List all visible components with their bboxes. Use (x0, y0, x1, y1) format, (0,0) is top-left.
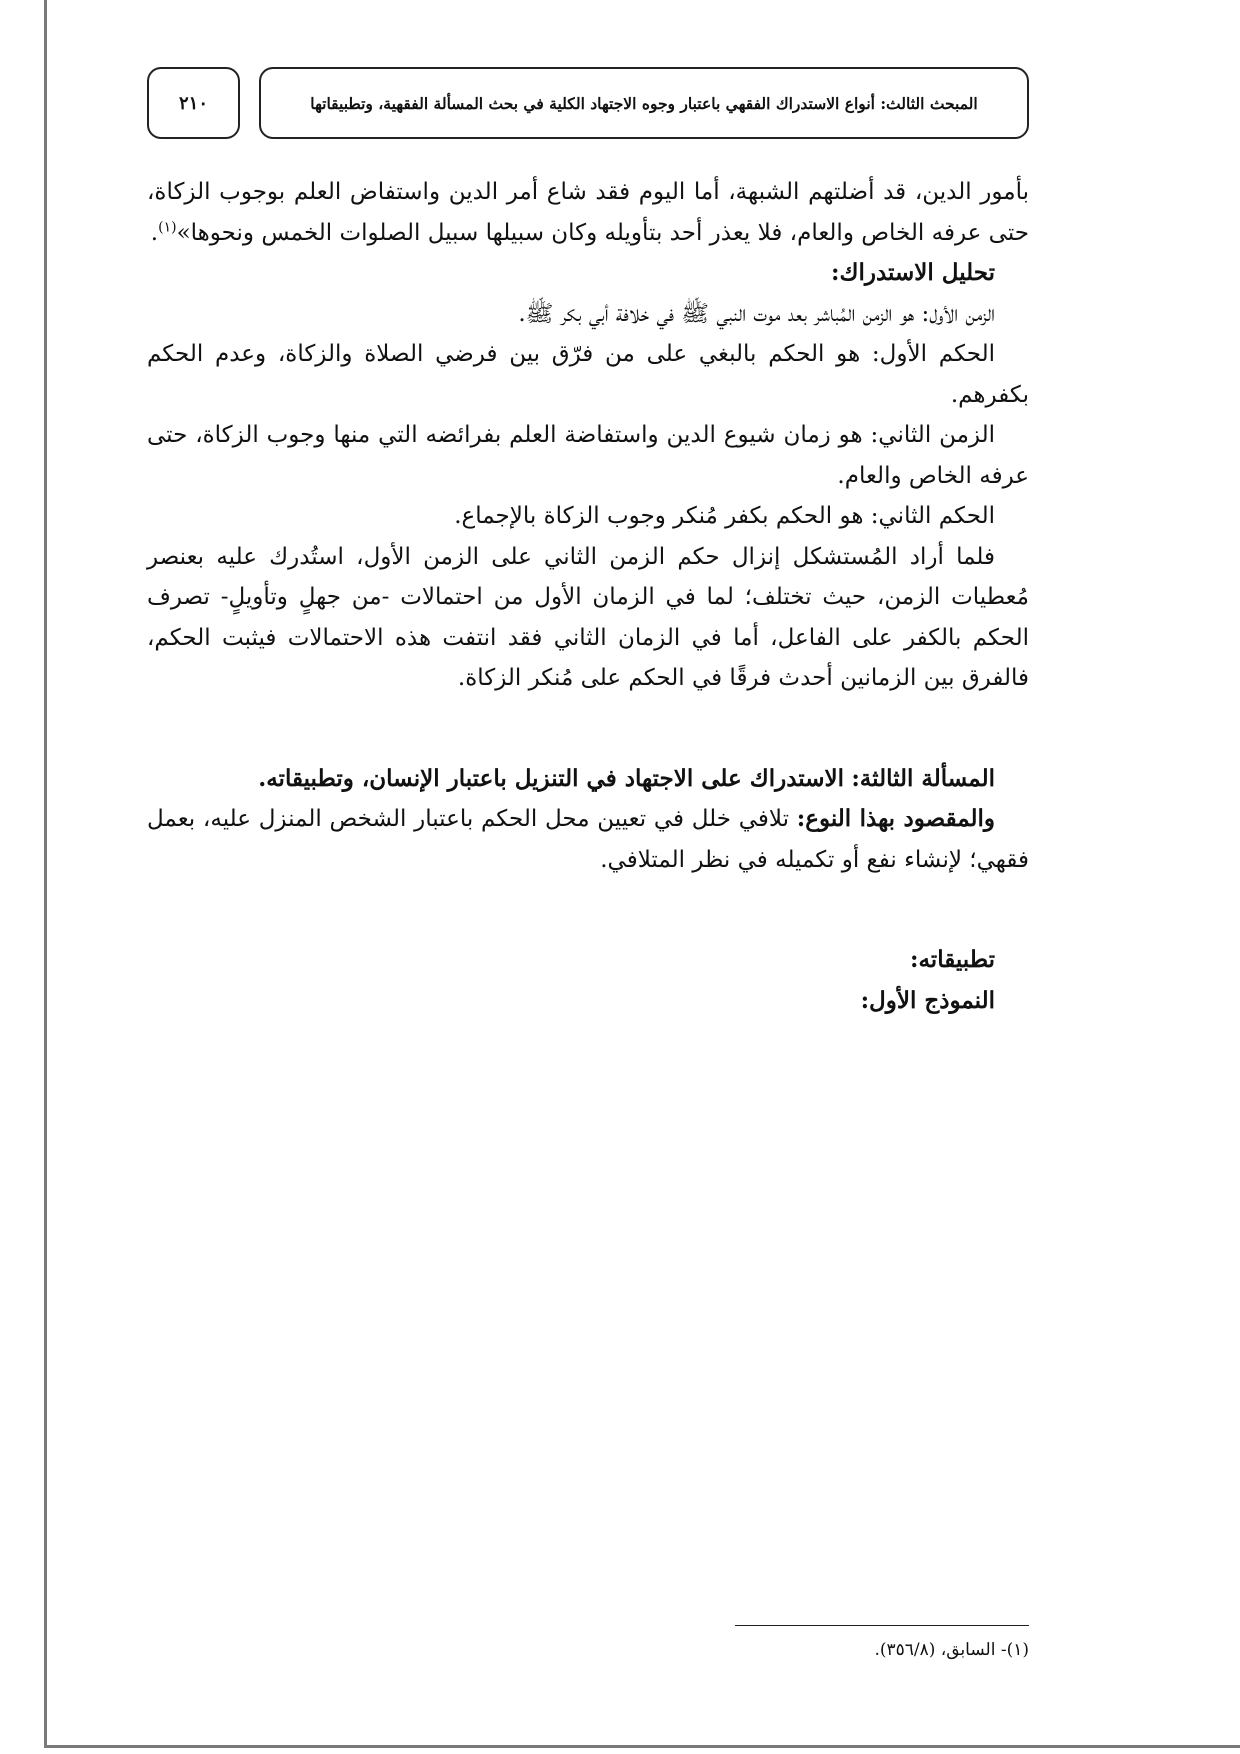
analysis-heading: تحليل الاستدراك: (831, 259, 995, 286)
paragraph-first-time: الزمن الأول: هو الزمن المُباشر بعد موت النبي ﷺ في خلافة أبي بكر ﷺ. (518, 300, 995, 327)
paragraph-quote-end (147, 172, 1029, 253)
body-text (147, 172, 1029, 1021)
issue-title: الاستدراك على الاجتهاد في التنزيل باعتبار الإنسان، وتطبيقاته. (258, 764, 844, 792)
page-number: ٢١٠ (147, 67, 240, 139)
issue-label: المسألة الثالثة: (851, 764, 995, 792)
paragraph-second-ruling: الحكم الثاني: هو الحكم بكفر مُنكر وجوب الزكاة بالإجماع. (454, 503, 995, 529)
running-header (147, 67, 1029, 139)
quote-period: . (150, 219, 159, 246)
paragraph-first-ruling: الحكم الأول: هو الحكم بالبغي على من فرّق بين فرضي الصلاة والزكاة، وعدم الحكم بكفرهم. (147, 341, 1029, 408)
paragraph-second-time: الزمن الثاني: هو زمان شيوع الدين واستفاضة العلم بفرائضه التي منها وجوب الزكاة، حتى عرفه الخاص والعام. (147, 422, 1029, 489)
intended-text: تلافي خلل في تعيين محل الحكم باعتبار الشخص المنزل عليه، بعمل فقهي؛ لإنشاء نفع أو تكميله في نظر المتلافي. (147, 806, 1029, 873)
footnote: (١)- السابق، (٣٥٦/٨). (874, 1640, 1029, 1660)
issue-three (147, 759, 1029, 800)
paragraph-conclusion: فلما أراد المُستشكل إنزال حكم الزمن الثاني على الزمن الأول، استُدرك عليه بعنصر مُعطيات الزمن، حيث تختلف؛ لما في الزمان الأول من احتمالات -من جهلٍ وتأويلٍ- تصرف الحكم بالكفر على الفاعل، أما في الزمان الثاني فقد انتفت هذه الاحتمالات فيثبت الحكم، فالفرق بين الزمانين أحدث فرقًا في الحكم على مُنكر الزكاة. (147, 543, 1029, 691)
chapter-title: المبحث الثالث: أنواع الاستدراك الفقهي باعتبار وجوه الاجتهاد الكلية في بحث المسألة الفقهية، وتطبيقاتها (259, 67, 1029, 139)
model-one-heading: النموذج الأول: (860, 986, 995, 1014)
footnote-divider (735, 1625, 1029, 1626)
intended-label: والمقصود بهذا النوع: (796, 805, 996, 832)
quote-text: بأمور الدين، قد أضلتهم الشبهة، أما اليوم فقد شاع أمر الدين واستفاض العلم بوجوب الزكاة، حتى عرفه الخاص والعام، فلا يعذر أحد بتأويله وكان سبيلها سبيل الصلوات الخمس ونحوها» (147, 179, 1029, 246)
footnote-ref: (١) (158, 218, 177, 235)
applications-heading: تطبيقاته: (909, 946, 995, 973)
intended-definition (147, 799, 1029, 880)
